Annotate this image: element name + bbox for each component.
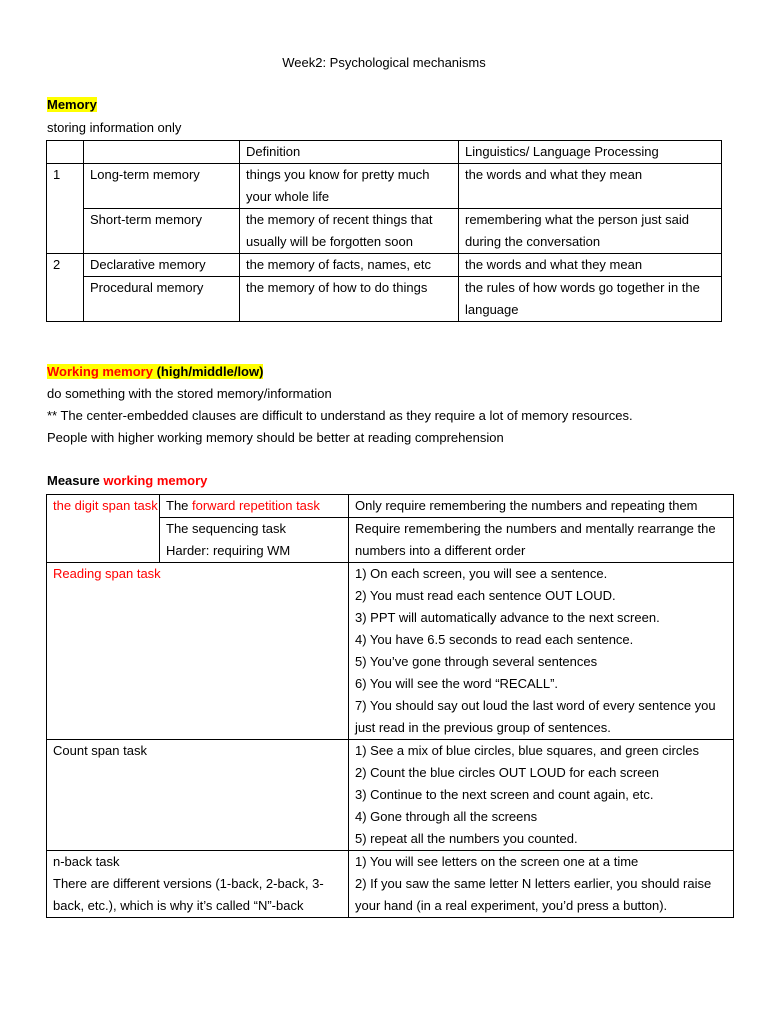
task-description: Only require remembering the numbers and repeating them [349,495,734,518]
memory-definition: the memory of recent things that usually will be forgotten soon [240,209,459,254]
step-line: 3) PPT will automatically advance to the next screen. [355,610,660,625]
memory-subtitle: storing information only [47,120,182,135]
table-row [47,563,734,740]
task-steps [349,563,734,740]
subtask-name [160,495,349,518]
working-memory-heading-red: Working memory [47,364,153,379]
step-line: 2) You must read each sentence OUT LOUD. [355,588,616,603]
subtask-name [160,518,349,563]
table-row [47,209,722,254]
task-name: Count span task [47,740,349,851]
memory-definition: the memory of facts, names, etc [240,254,459,277]
table-row [47,277,722,322]
measure-heading-red: working memory [103,473,208,488]
memory-heading [47,97,97,112]
memory-type: Declarative memory [84,254,240,277]
subtask-prefix: The [166,498,193,513]
memory-definition: the memory of how to do things [240,277,459,322]
header-cell: Definition [240,141,459,164]
subtask-red: forward repetition task [192,498,320,513]
task-name [47,851,349,918]
task-note: There are different versions (1-back, 2-back, 3-back, etc.), which is why it’s called “N”-back [53,876,324,913]
step-line: 1) See a mix of blue circles, blue squares, and green circles [355,743,699,758]
memory-type: Long-term memory [84,164,240,209]
header-cell [47,141,84,164]
task-name: the digit span task [47,495,160,563]
measure-heading [47,473,207,488]
step-line: 7) You should say out loud the last word of every sentence you just read in the previous group of sentences. [355,698,716,735]
step-line: 2) Count the blue circles OUT LOUD for each screen [355,765,659,780]
working-memory-heading-levels: (high/middle/low) [152,364,264,379]
step-line: 4) Gone through all the screens [355,809,538,824]
subtask-line: Harder: requiring WM [166,543,291,558]
memory-type: Short-term memory [84,209,240,254]
working-memory-line: People with higher working memory should be better at reading comprehension [47,430,504,445]
step-line: 2) If you saw the same letter N letters earlier, you should raise your hand (in a real experiment, you’d press a button). [355,876,712,913]
subtask-line: The sequencing task [166,521,286,536]
working-memory-heading [47,364,263,379]
memory-linguistics: remembering what the person just said during the conversation [459,209,722,254]
task-steps [349,851,734,918]
memory-linguistics: the words and what they mean [459,254,722,277]
step-line: 5) repeat all the numbers you counted. [355,831,578,846]
step-line: 1) You will see letters on the screen one at a time [355,854,639,869]
memory-linguistics: the rules of how words go together in the language [459,277,722,322]
table-row [47,164,722,209]
memory-linguistics: the words and what they mean [459,164,722,209]
header-cell [84,141,240,164]
task-title: n-back task [53,854,120,869]
step-line: 3) Continue to the next screen and count again, etc. [355,787,654,802]
table-header-row [47,141,722,164]
row-number: 2 [47,254,84,322]
memory-heading-text: Memory [47,97,97,112]
memory-definition: things you know for pretty much your whole life [240,164,459,209]
task-name: Reading span task [47,563,349,740]
step-line: 4) You have 6.5 seconds to read each sentence. [355,632,634,647]
step-line: 6) You will see the word “RECALL”. [355,676,559,691]
step-line: 5) You’ve gone through several sentences [355,654,598,669]
working-memory-heading-highlight [47,364,263,379]
page-title: Week2: Psychological mechanisms [282,55,486,70]
measure-heading-prefix: Measure [47,473,104,488]
table-row [47,740,734,851]
table-row [47,254,722,277]
table-row [47,851,734,918]
step-line: 1) On each screen, you will see a sentence. [355,566,608,581]
memory-type: Procedural memory [84,277,240,322]
table-row [47,495,734,518]
header-cell: Linguistics/ Language Processing [459,141,722,164]
measure-table [46,494,734,918]
working-memory-line: do something with the stored memory/information [47,386,332,401]
task-description: Require remembering the numbers and mentally rearrange the numbers into a different order [349,518,734,563]
task-steps [349,740,734,851]
working-memory-line: ** The center-embedded clauses are difficult to understand as they require a lot of memory resources. [47,408,633,423]
row-number: 1 [47,164,84,254]
memory-table [46,140,722,322]
